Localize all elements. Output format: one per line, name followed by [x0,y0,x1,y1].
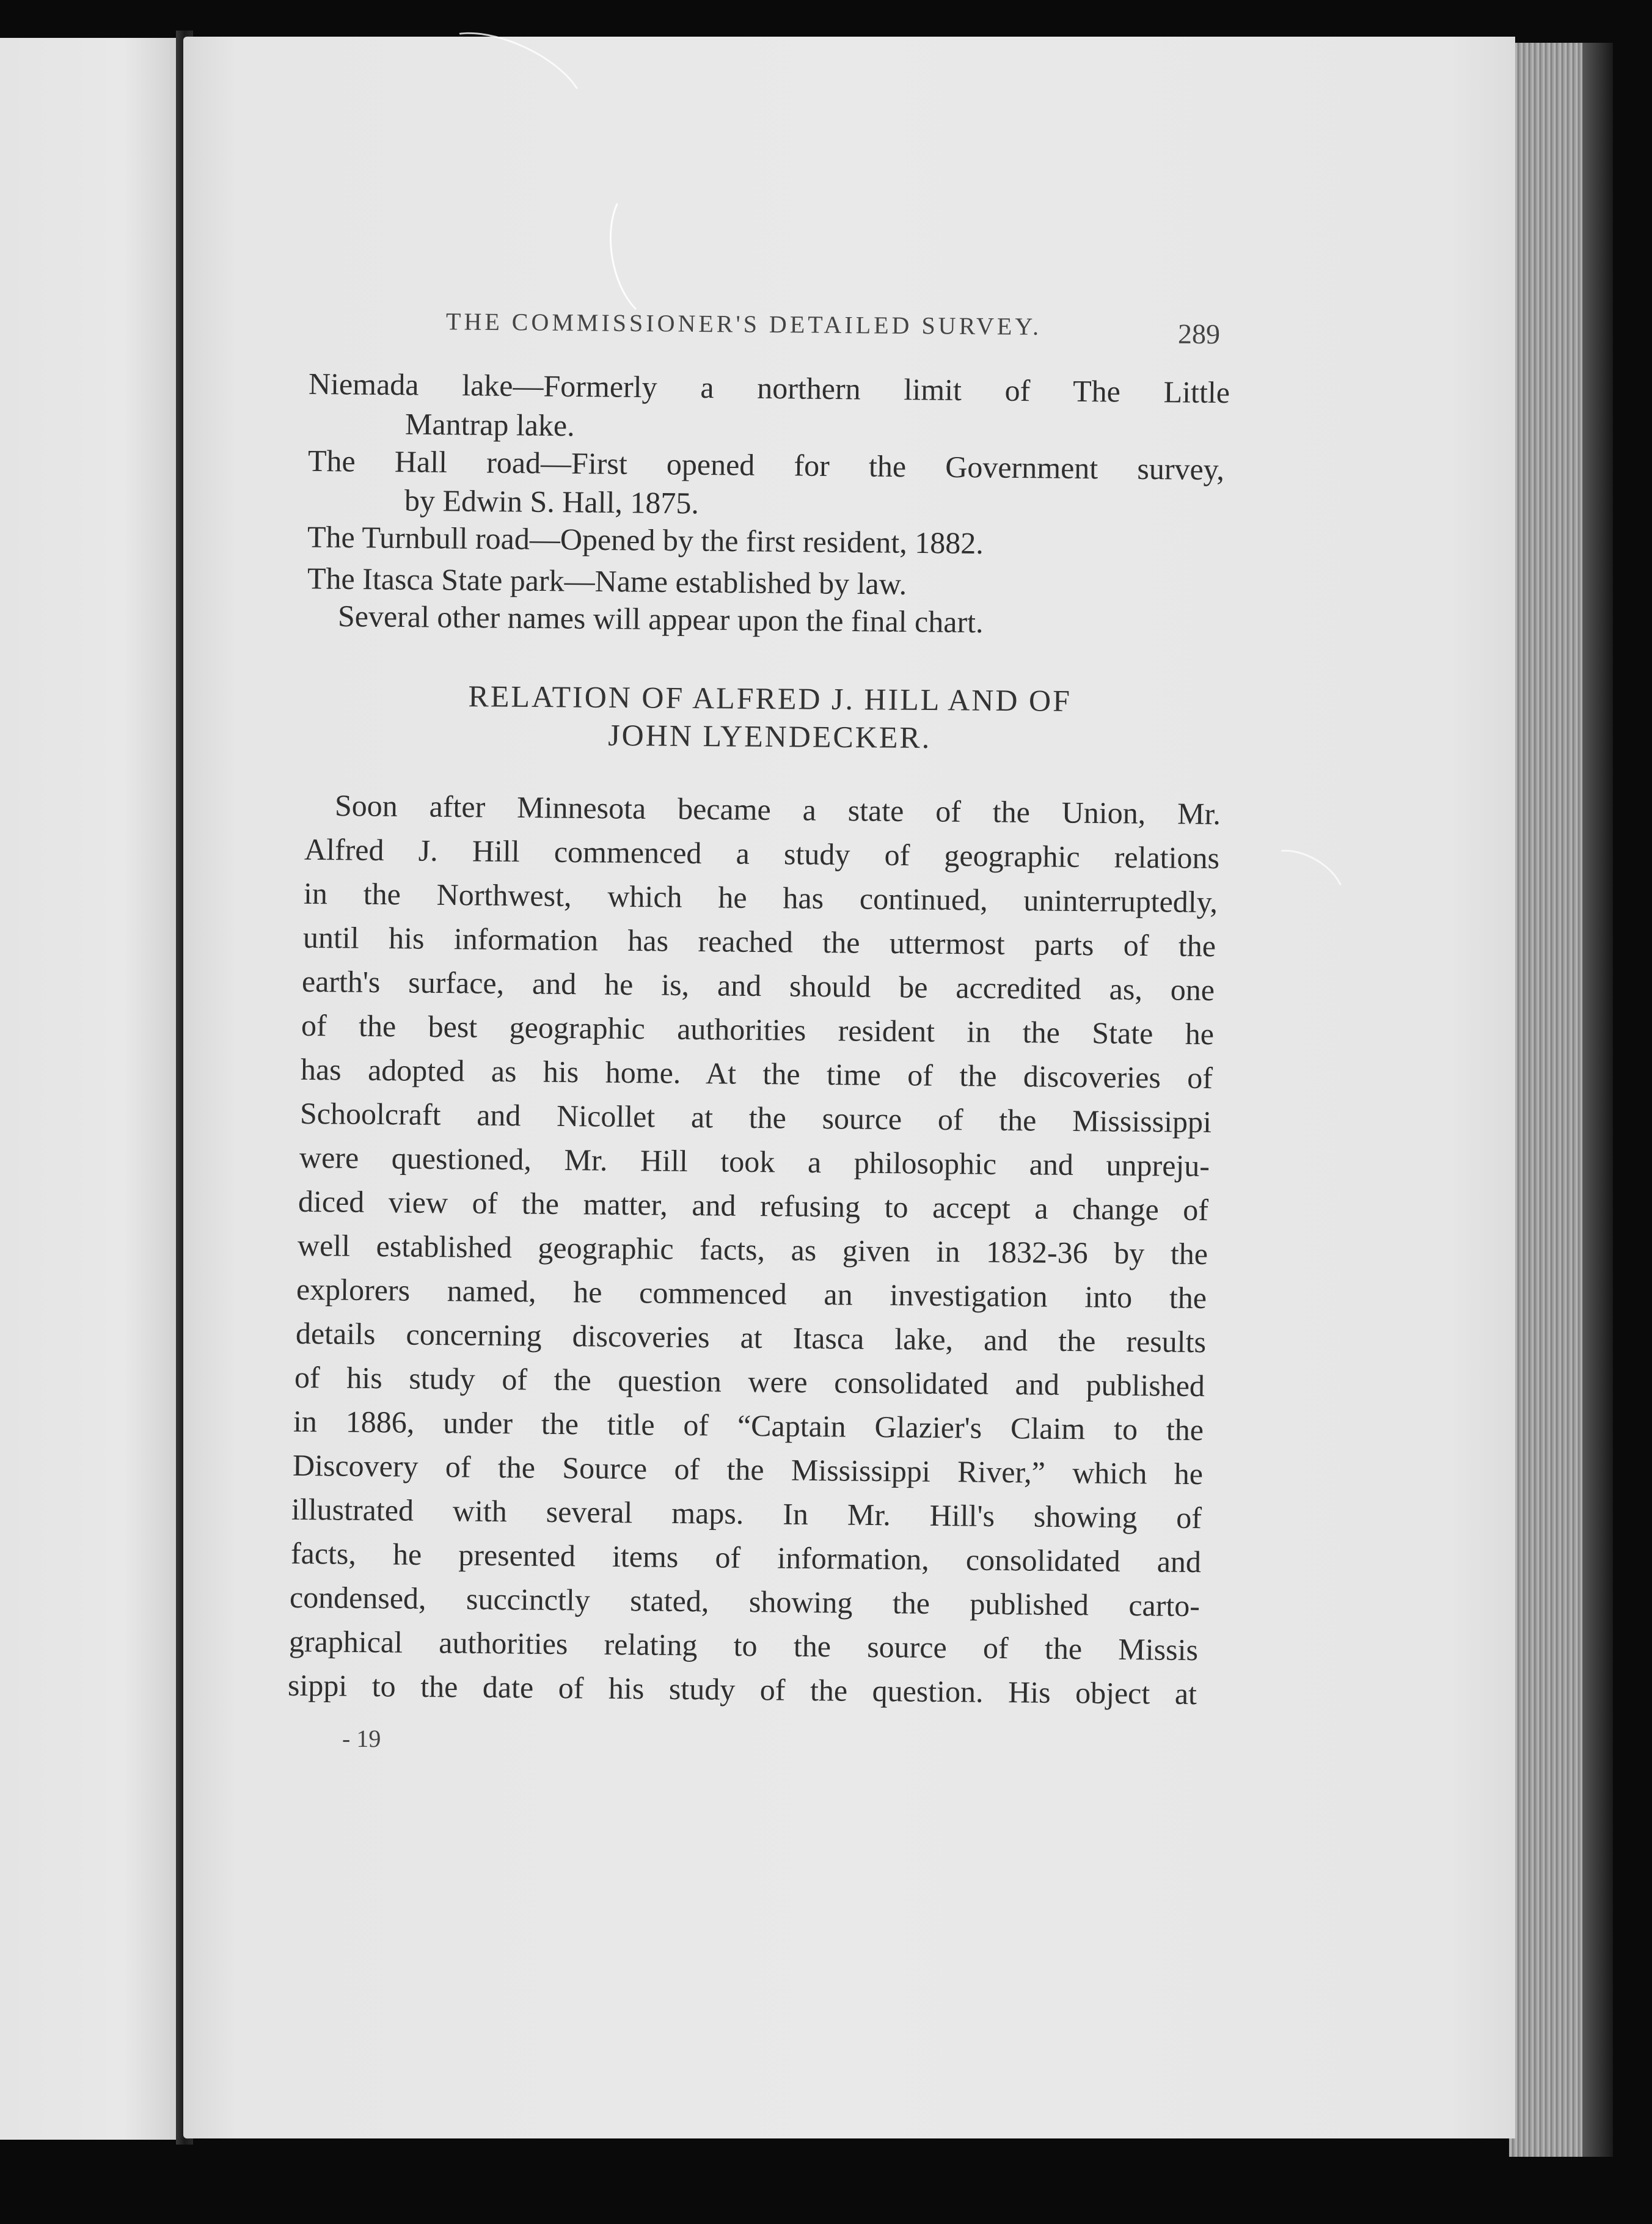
list-entry: The Turnbull road—Opened by the first resident, 1882. [307,519,984,560]
body-line: graphical authorities relating to the source of the Missis [288,1623,1199,1667]
body-line: Soon after Minnesota became a state of the Union, Mr. [334,788,1221,831]
body-line: illustrated with several maps. In Mr. Hill's showing of [291,1491,1202,1535]
body-line: sippi to the date of his study of the question. His object at [287,1667,1197,1711]
body-line: of his study of the question were consolidated and published [294,1359,1205,1403]
body-line: condensed, succinctly stated, showing the published carto- [289,1579,1201,1623]
section-heading [391,676,1149,758]
page-number: 289 [1177,318,1221,350]
list-entry: Niemada lake—Formerly a northern limit of The Little [308,366,1230,410]
body-line: has adopted as his home. At the time of the discoveries of [300,1052,1213,1096]
body-line: in 1886, under the title of “Captain Glazier's Claim to the [293,1403,1204,1447]
body-line: Discovery of the Source of the Mississippi River,” which he [292,1447,1204,1491]
signature-mark: - 19 [342,1725,381,1752]
body-line: in the Northwest, which he has continued, uninterruptedly, [303,876,1218,920]
body-line: explorers named, he commenced an investigation into the [296,1271,1207,1315]
body-line: of the best geographic authorities resident in the State he [301,1008,1215,1052]
left-facing-page [0,38,177,2140]
body-line: well established geographic facts, as given in 1832-36 by the [297,1227,1208,1271]
section-heading-line: RELATION OF ALFRED J. HILL AND OF [468,679,1072,718]
body-line: until his information has reached the uttermost parts of the [302,920,1216,964]
list-entry: The Itasca State park—Name established by law. [307,561,907,601]
body-line: Schoolcraft and Nicollet at the source of the Mississippi [299,1096,1212,1139]
body-line: diced view of the matter, and refusing to accept a change of [298,1183,1209,1227]
list-entry: by Edwin S. Hall, 1875. [404,483,700,521]
body-line: facts, he presented items of information, consolidated and [290,1535,1202,1579]
body-line: earth's surface, and he is, and should be accredited as, one [301,964,1215,1008]
body-line: Alfred J. Hill commenced a study of geographic relations [304,832,1220,876]
body-line: details concerning discoveries at Itasca lake, and the results [295,1315,1207,1359]
list-entry: The Hall road—First opened for the Government survey, [307,443,1225,487]
body-line: were questioned, Mr. Hill took a philosophic and unpreju- [299,1139,1210,1183]
page-edge-shadow [1582,43,1613,2157]
section-heading-line: JOHN LYENDECKER. [607,717,932,755]
running-head: THE COMMISSIONER'S DETAILED SURVEY. [445,307,1042,340]
list-entry: Mantrap lake. [404,406,575,443]
list-entry: Several other names will appear upon the final chart. [337,598,984,640]
